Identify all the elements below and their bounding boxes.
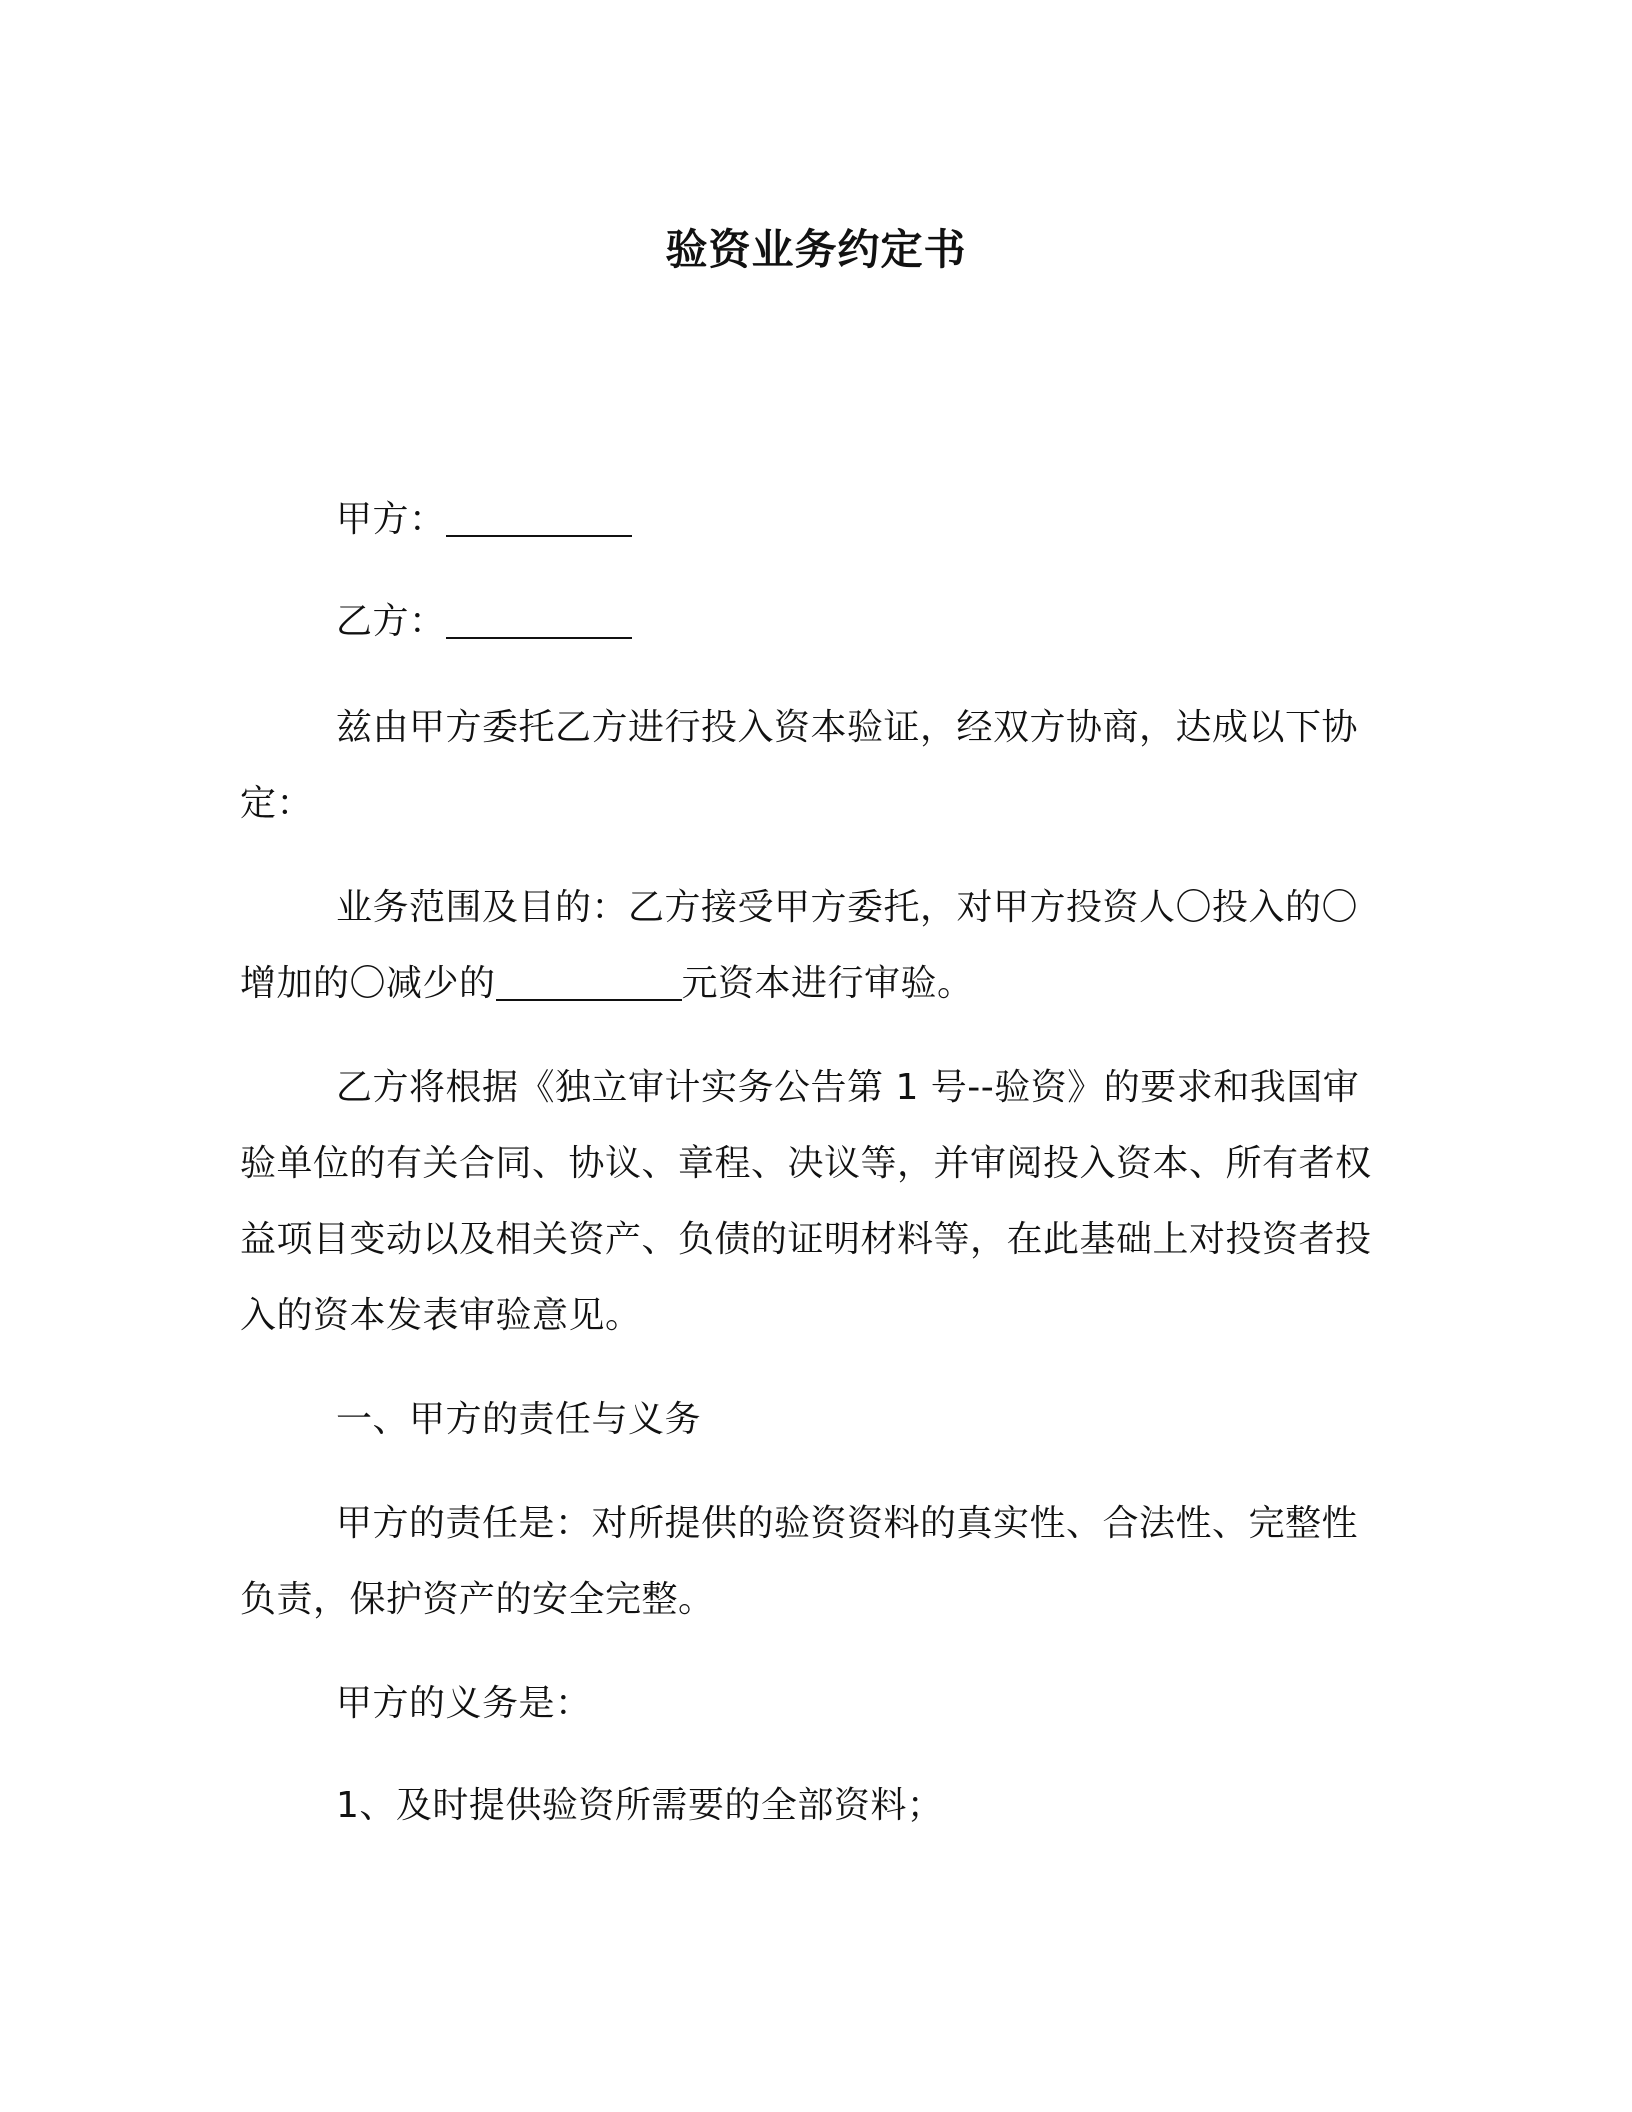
basis-block (240, 1050, 1380, 1354)
document-title: 验资业务约定书 (665, 225, 967, 274)
party-a-blank[interactable] (446, 501, 632, 537)
responsibility-paragraph: 甲方的责任是：对所提供的验资资料的真实性、合法性、完整性负责，保护资产的安全完整。 (240, 1503, 1359, 1620)
section1-block (240, 1382, 1380, 1458)
party-a-line (240, 482, 1380, 558)
duty-heading: 甲方的义务是： (336, 1683, 592, 1724)
scope-block (240, 870, 1380, 1022)
duty-item-1: 1、及时提供验资所需要的全部资料； (336, 1785, 944, 1826)
duty-heading-block (240, 1666, 1380, 1742)
scope-text-part1: 业务范围及目的：乙方接受甲方委托，对甲方投资人〇投入的〇增加的〇减少的 (240, 887, 1359, 1004)
basis-paragraph: 乙方将根据《独立审计实务公告第 1 号--验资》的要求和我国审验单位的有关合同、协议、章程、决议等，并审阅投入资本、所有者权益项目变动以及相关资产、负债的证明材料等，在此基础上对投资者投入的资本发表审验意见。 (240, 1067, 1372, 1336)
party-a-label: 甲方： (336, 499, 446, 540)
party-b-blank[interactable] (446, 603, 632, 639)
intro-block (240, 690, 1380, 842)
scope-amount-blank[interactable] (496, 965, 682, 1001)
scope-paragraph (240, 870, 1380, 1022)
duty-item-1-block (240, 1768, 1380, 1844)
scope-text-part2: 元资本进行审验。 (681, 963, 974, 1004)
party-b-line (240, 584, 1380, 660)
party-b-paragraph (240, 584, 1380, 660)
party-a-paragraph (240, 482, 1380, 558)
section1-heading: 一、甲方的责任与义务 (336, 1399, 702, 1440)
responsibility-block (240, 1486, 1380, 1638)
intro-paragraph: 兹由甲方委托乙方进行投入资本验证，经双方协商，达成以下协定： (240, 707, 1359, 824)
party-b-label: 乙方： (336, 601, 446, 642)
